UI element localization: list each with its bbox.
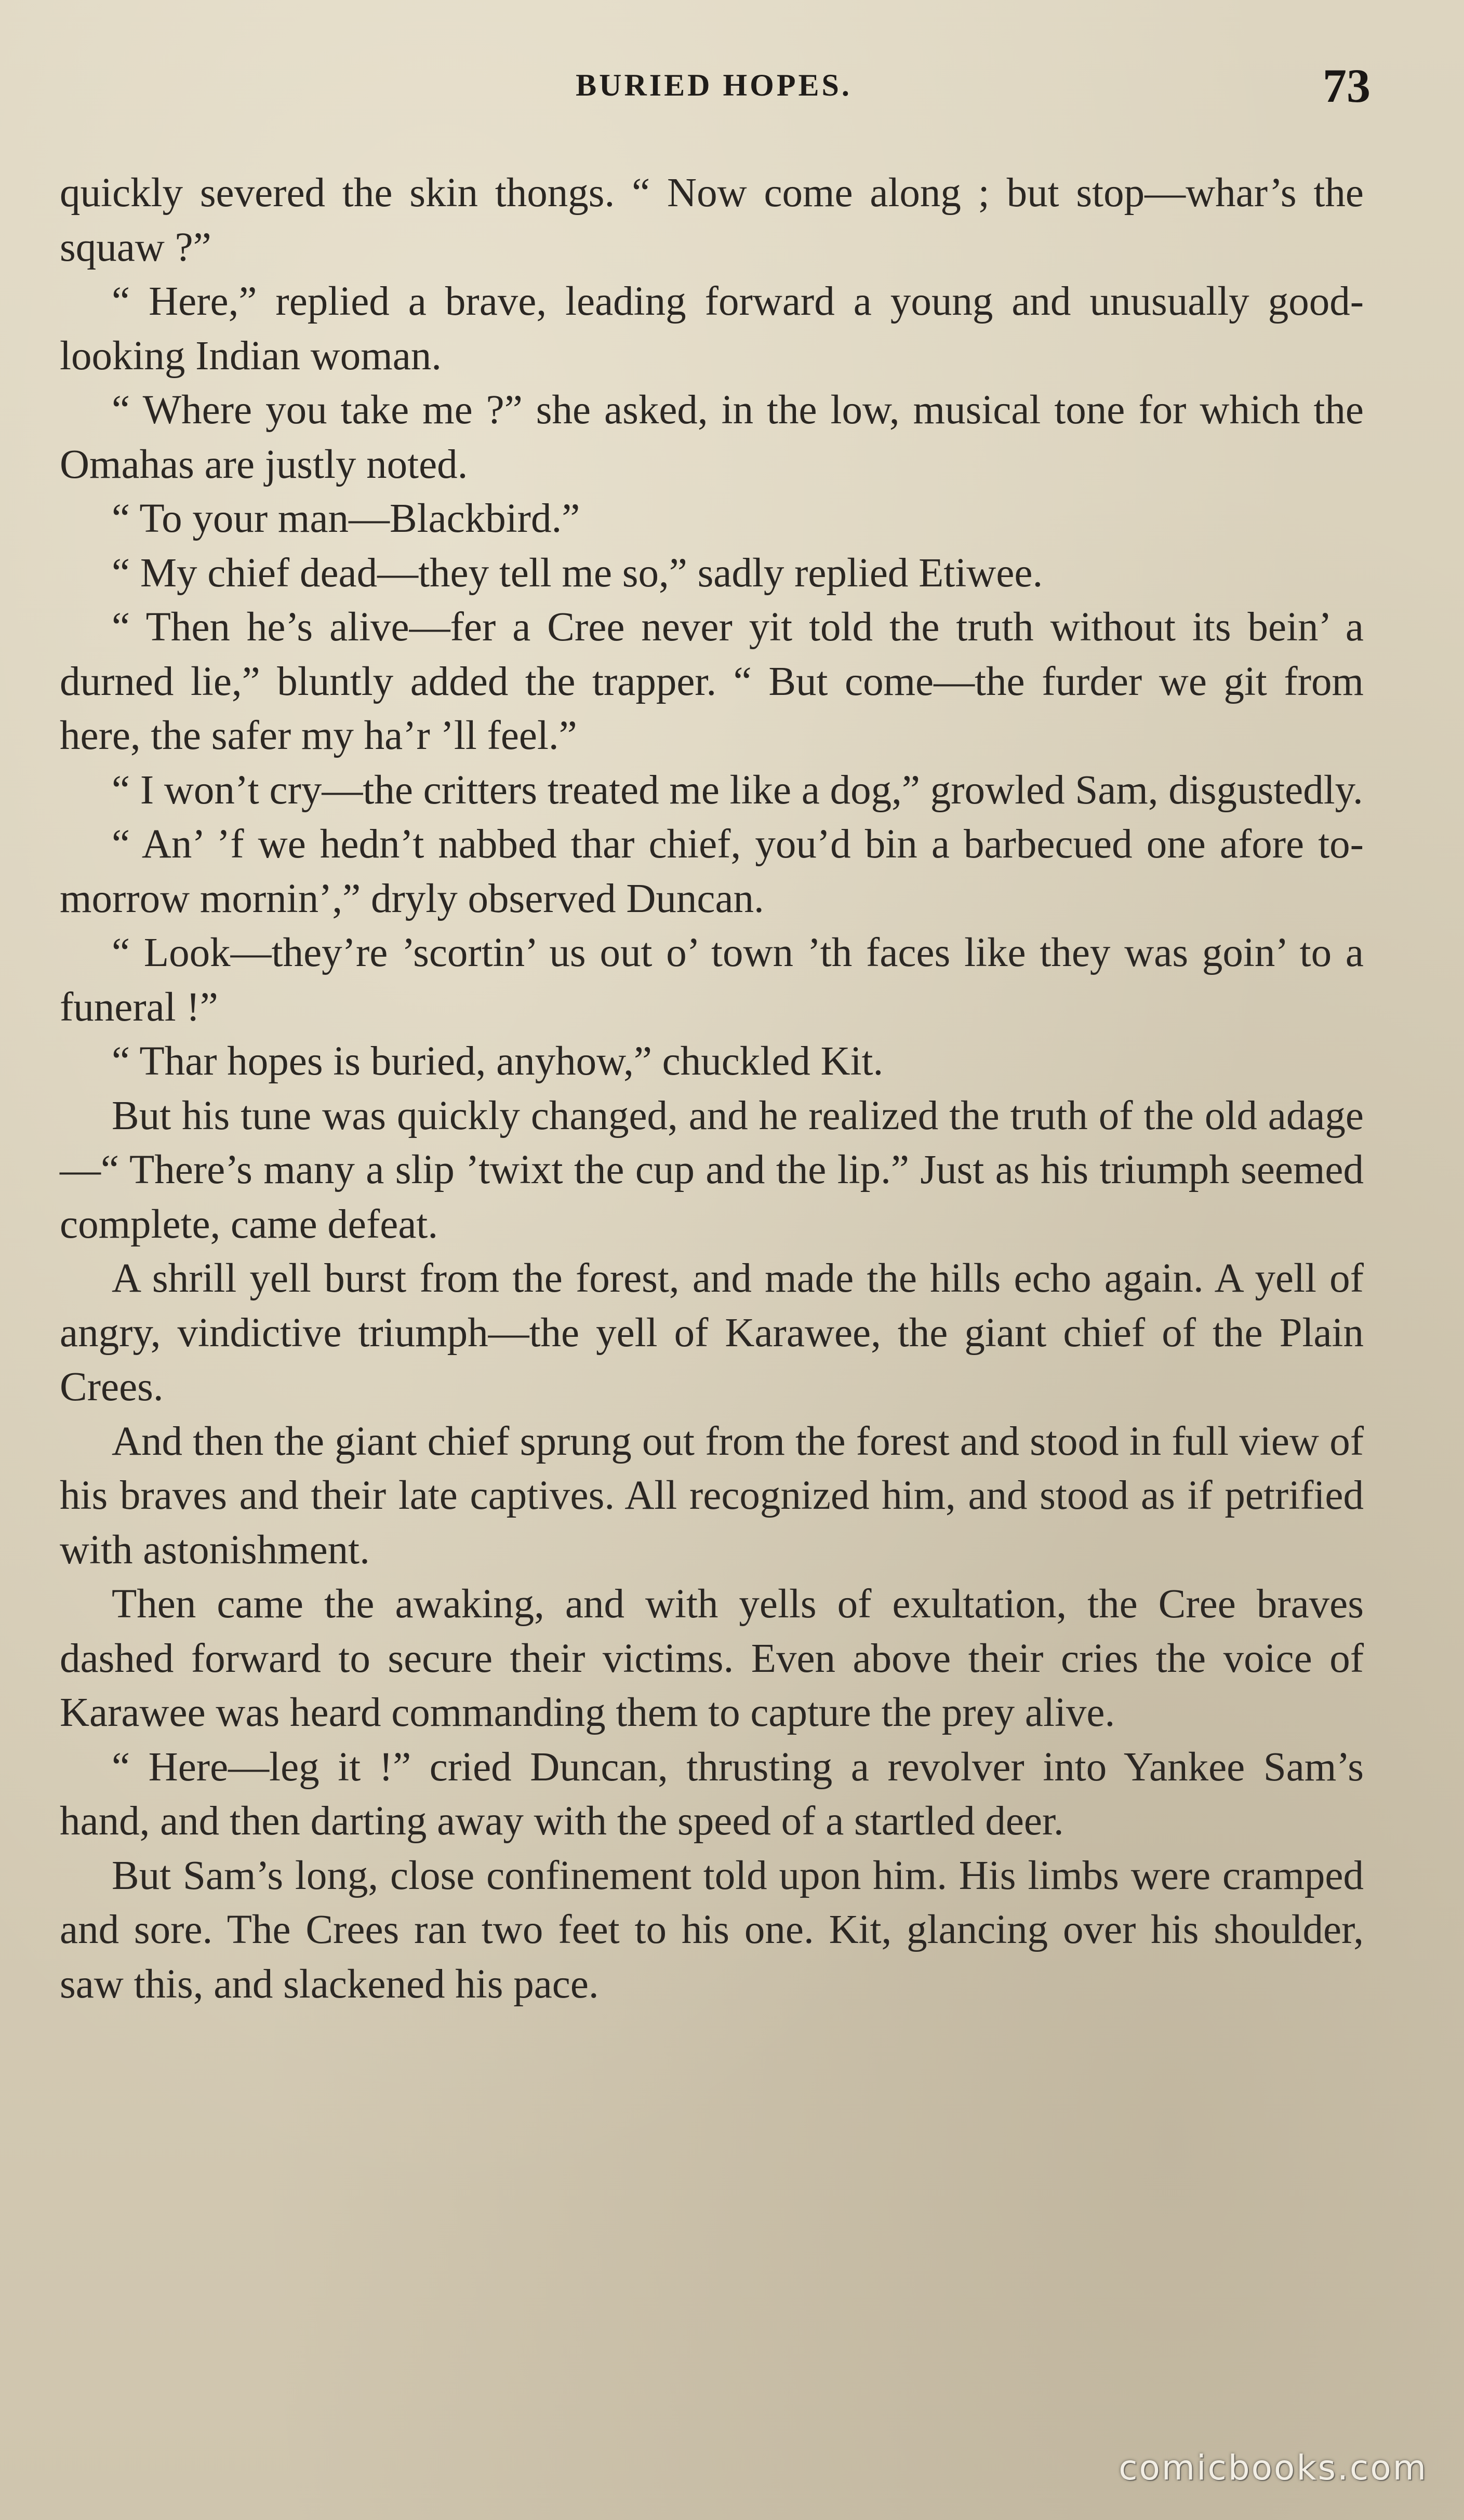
page-header [57, 59, 1370, 119]
paragraph: “ An’ ’f we hedn’t nabbed thar chief, you’d bin a barbecued one afore to-morrow mornin’,” dryly observed Duncan. [60, 822, 1364, 921]
paragraph: “ My chief dead—they tell me so,” sadly replied Etiwee. [112, 550, 1043, 596]
paragraph: “ I won’t cry—the critters treated me like a dog,” growled Sam, disgustedly. [112, 767, 1363, 813]
paragraph: Then came the awaking, and with yells of exultation, the Cree braves dashed forward to secure their victims. Even above their cries the voice of Karawee was heard commanding them to capture the prey alive. [60, 1581, 1364, 1735]
paragraph: “ Then he’s alive—fer a Cree never yit told the truth without its bein’ a durned lie,” bluntly added the trapper. “ But come—the furder we git from here, the safer my ha’r ’ll feel.” [60, 605, 1364, 758]
page-number: 73 [1323, 59, 1370, 112]
paragraph: But his tune was quickly changed, and he realized the truth of the old adage—“ There’s many a slip ’twixt the cup and the lip.” Just as his triumph seemed complete, came defeat. [60, 1093, 1364, 1247]
running-head: BURIED HOPES. [576, 68, 852, 102]
paragraph: A shrill yell burst from the forest, and made the hills echo again. A yell of angry, vindictive triumph—the yell of Karawee, the giant chief of the Plain Crees. [60, 1256, 1364, 1410]
paragraph: “ Thar hopes is buried, anyhow,” chuckled Kit. [112, 1039, 884, 1084]
paragraph: quickly severed the skin thongs. “ Now come along ; but stop—whar’s the squaw ?” [60, 170, 1364, 270]
paragraph: “ Here,” replied a brave, leading forward a young and unusually good-looking Indian woman. [60, 279, 1364, 379]
paragraph: But Sam’s long, close confinement told upon him. His limbs were cramped and sore. The Crees ran two feet to his one. Kit, glancing over his shoulder, saw this, and slackened his pace. [60, 1853, 1364, 2007]
body-text [60, 166, 1364, 2012]
paragraph: “ Where you take me ?” she asked, in the low, musical tone for which the Omahas are justly noted. [60, 387, 1364, 487]
paragraph: And then the giant chief sprung out from the forest and stood in full view of his braves and their late captives. All recognized him, and stood as if petrified with astonishment. [60, 1418, 1364, 1573]
paragraph: “ To your man—Blackbird.” [112, 496, 580, 541]
paragraph: “ Look—they’re ’scortin’ us out o’ town ’th faces like they was goin’ to a funeral !” [60, 930, 1364, 1030]
paragraph: “ Here—leg it !” cried Duncan, thrusting a revolver into Yankee Sam’s hand, and then darting away with the speed of a startled deer. [60, 1744, 1364, 1844]
watermark: comicbooks.com [1119, 2448, 1428, 2488]
